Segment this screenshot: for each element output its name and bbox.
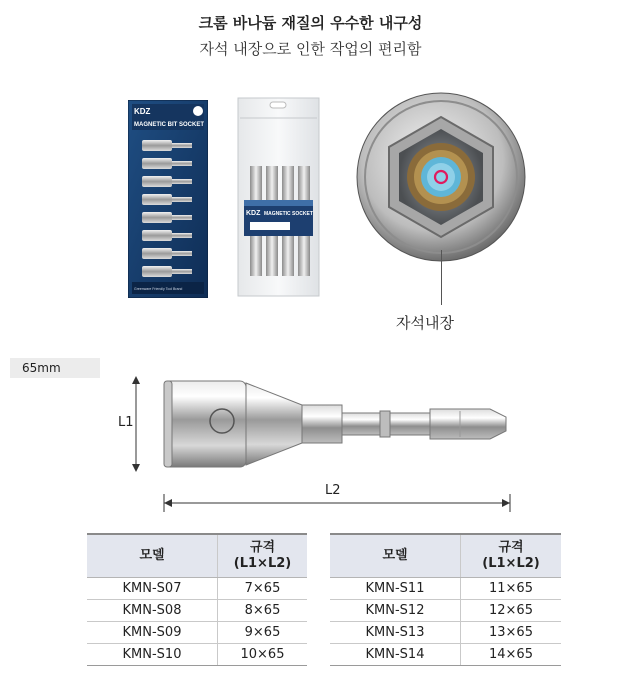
table-row — [87, 600, 307, 622]
spec-cell: 11×65 — [461, 578, 562, 600]
table-row — [330, 578, 561, 600]
col-header-spec-line2: (L1×L2) — [233, 556, 292, 571]
package2-brand: KDZ — [246, 210, 261, 217]
subheadline: 자석 내장으로 인한 작업의 편리함 — [199, 40, 422, 58]
spec-cell: 9×65 — [218, 622, 308, 644]
package2-title: MAGNETIC SOCKET — [264, 211, 313, 217]
col-header-spec-line2: (L1×L2) — [482, 556, 540, 571]
magnet-callout-label: 자석내장 — [396, 314, 454, 332]
spec-cell: 12×65 — [461, 600, 562, 622]
table-row — [330, 644, 561, 666]
spec-cell: 14×65 — [461, 644, 562, 666]
col-header-spec — [218, 534, 308, 578]
spec-cell: 13×65 — [461, 622, 562, 644]
length-tag: 65mm — [10, 358, 100, 378]
spec-cell: 8×65 — [218, 600, 308, 622]
col-header-spec — [461, 534, 562, 578]
col-header-model: 모델 — [87, 534, 218, 578]
table-row — [330, 600, 561, 622]
dimension-l2-label: L2 — [325, 483, 341, 498]
col-header-model: 모델 — [330, 534, 461, 578]
model-cell: KMN-S07 — [87, 578, 218, 600]
package1-title: MAGNETIC BIT SOCKET — [134, 122, 204, 128]
table-row — [330, 622, 561, 644]
dimension-l1-label: L1 — [118, 415, 134, 430]
package1-footer: Greenware Friendly Tool Brand — [134, 287, 183, 291]
nut-setter-tool-image — [160, 375, 520, 475]
col-header-spec-line1: 규격 — [249, 540, 276, 555]
spec-table-left — [87, 533, 307, 666]
spec-cell: 7×65 — [218, 578, 308, 600]
table-row — [87, 644, 307, 666]
spec-table-right — [330, 533, 561, 666]
package-bag-image — [236, 96, 321, 298]
model-cell: KMN-S10 — [87, 644, 218, 666]
model-cell: KMN-S13 — [330, 622, 461, 644]
socket-closeup-image — [355, 91, 527, 263]
package1-brand: KDZ — [134, 107, 151, 116]
headline: 크롬 바나듐 재질의 우수한 내구성 — [198, 14, 423, 32]
model-cell: KMN-S12 — [330, 600, 461, 622]
spec-cell: 10×65 — [218, 644, 308, 666]
model-cell: KMN-S09 — [87, 622, 218, 644]
table-row — [87, 578, 307, 600]
model-cell: KMN-S11 — [330, 578, 461, 600]
callout-line — [441, 250, 442, 305]
model-cell: KMN-S08 — [87, 600, 218, 622]
col-header-spec-line1: 규격 — [498, 540, 524, 555]
table-row — [87, 622, 307, 644]
package-card-image — [128, 100, 208, 298]
model-cell: KMN-S14 — [330, 644, 461, 666]
